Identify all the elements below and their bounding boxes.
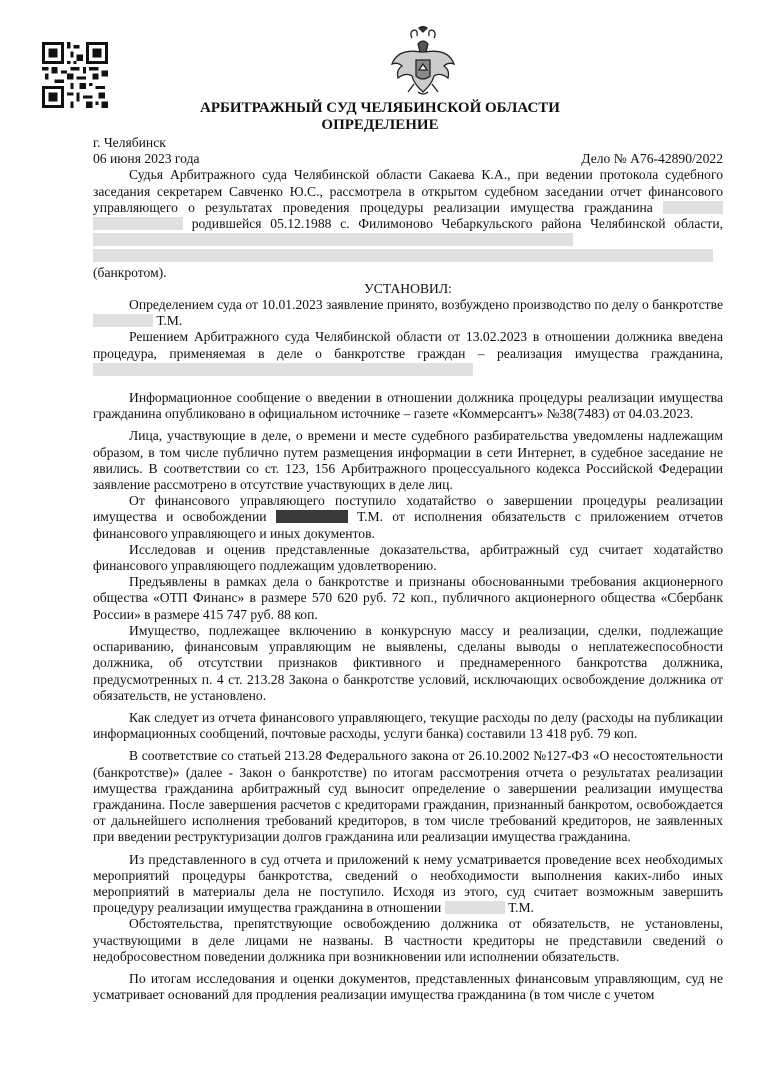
- paragraph-3: Информационное сообщение о введении в отношении должника процедуры реализации имущества гражданина опубликовано в официальном источнике – газете «Коммерсантъ» №38(7483) от 04.03.2023.: [93, 390, 723, 422]
- p11-text: Из представленного в суд отчета и приложений к нему усматривается проведение всех необходимых мероприятий процедуры банкротства, сведений о необходимости выполнения каких-либо иных мероприятий в материалы дела не поступило. Исходя из этого, суд считает возможным завершить процедуру реализации имущества гражданина в отношении: [93, 851, 723, 916]
- bankrupt-label: (банкротом).: [93, 264, 167, 280]
- paragraph-8: Имущество, подлежащее включению в конкурсную массу и реализации, сделки, подлежащие оспариванию, финансовым управляющим не выявлены, сделаны выводы о неплатежеспособности должника, об отсутствии признаков фиктивного и преднамеренного банкротства должника, предусмотренных п. 4 ст. 213.28 Закона о банкротстве условий, исключающих освобождение должника от обязательств, не установлено.: [93, 622, 723, 703]
- document-date: 06 июня 2023 года: [93, 151, 200, 167]
- court-name: АРБИТРАЖНЫЙ СУД ЧЕЛЯБИНСКОЙ ОБЛАСТИ: [200, 100, 560, 116]
- paragraph-10: В соответствие со статьей 213.28 Федерального закона от 26.10.2002 №127-ФЗ «О несостоятельности (банкротстве)» (далее - Закон о банкротстве) по итогам рассмотрения отчета о результатах реализации имущества гражданина арбитражный суд выносит определение о завершении реализации имущества гражданина. После завершения расчетов с кредиторами гражданин, признанный банкротом, освобождается от дальнейшего исполнения требований кредиторов, в том числе требований кредиторов, не заявленных при введении реструктуризации долгов гражданина или реализации имущества гражданина.: [93, 748, 723, 845]
- spacer: [93, 378, 723, 390]
- redaction: [663, 201, 723, 214]
- date-case-row: [93, 151, 723, 167]
- p1-text: Определением суда от 10.01.2023 заявление принято, возбуждено производство по делу о банкротстве: [129, 297, 723, 313]
- redaction: [276, 510, 348, 523]
- redaction: [93, 217, 183, 230]
- p2-text: Решением Арбитражного суда Челябинской области от 13.02.2023 в отношении должника введена процедура, применяемая в деле о банкротстве граждан – реализация имущества гражданина,: [93, 329, 723, 361]
- redaction: [93, 233, 573, 246]
- p5-text: От финансового управляющего поступило ходатайство о завершении процедуры реализации имущества и освобождении: [93, 493, 723, 525]
- city: г. Челябинск: [93, 135, 166, 150]
- redaction: [93, 363, 473, 376]
- intro-paragraph: [93, 167, 723, 264]
- paragraph-7: Предъявлены в рамках дела о банкротстве и признаны обоснованными требования акционерного общества «ОТП Финанс» в размере 570 620 руб. 72 коп., публичного акционерного общества «Сбербанк России» в размере 415 747 руб. 88 коп.: [93, 574, 723, 622]
- paragraph-13: По итогам исследования и оценки документов, представленных финансовым управляющим, суд не усматривает оснований для продления реализации имущества гражданина (в том числе с учетом: [93, 970, 723, 1003]
- case-number: Дело № А76-42890/2022: [581, 151, 723, 167]
- redaction: [93, 314, 153, 327]
- paragraph-12: Обстоятельства, препятствующие освобождению должника от обязательств, не установлены, участвующими в деле лицами не названы. В частности кредиторы не представили сведений о недобросовестном поведении должника при возникновении или исполнении обязательств.: [93, 916, 723, 964]
- initials: Т.М.: [156, 313, 183, 329]
- paragraph-9: Как следует из отчета финансового управляющего, текущие расходы по делу (расходы на публикации информационных сообщений, почтовые расходы, услуги банка) составили 13 418 руб. 79 коп.: [93, 709, 723, 742]
- p5-text-2: Т.М. от исполнения обязательств с приложением отчетов финансового управляющего и иных документов.: [93, 509, 724, 541]
- intro-text: Судья Арбитражного суда Челябинской области Сакаева К.А., при ведении протокола судебного заседания секретарем Савченко Ю.С., рассмотрела в открытом судебном заседании отчет финансового управляющего о результатах проведения процедуры реализации имущества гражданина: [93, 167, 723, 215]
- document-body: [93, 135, 723, 1003]
- redaction: [93, 249, 713, 262]
- paragraph-6: Исследовав и оценив представленные доказательства, арбитражный суд считает ходатайство финансового управляющего подлежащим удовлетворению.: [93, 541, 723, 574]
- paragraph-1: [93, 297, 723, 329]
- coat-of-arms-icon: [388, 26, 458, 98]
- intro-birth-text: родившейся 05.12.1988 с. Филимоново Чебаркульского района Челябинской области,: [191, 216, 724, 232]
- paragraph-11: [93, 852, 723, 917]
- redaction: [445, 901, 505, 914]
- paragraph-5: [93, 493, 723, 542]
- section-heading: УСТАНОВИЛ:: [364, 280, 452, 296]
- paragraph-2: [93, 329, 723, 378]
- qr-code: [42, 42, 108, 108]
- document-type: ОПРЕДЕЛЕНИЕ: [321, 117, 439, 133]
- paragraph-4: Лица, участвующие в деле, о времени и месте судебного разбирательства уведомлены надлежащим образом, в том числе публично путем размещения информации в сети Интернет, в судебное заседание не явились. В соответствии со ст. 123, 156 Арбитражного процессуального кодекса Российской Федерации заявление рассмотрено в отсутствие участвующих в деле лиц.: [93, 428, 723, 493]
- initials: Т.М.: [508, 900, 534, 916]
